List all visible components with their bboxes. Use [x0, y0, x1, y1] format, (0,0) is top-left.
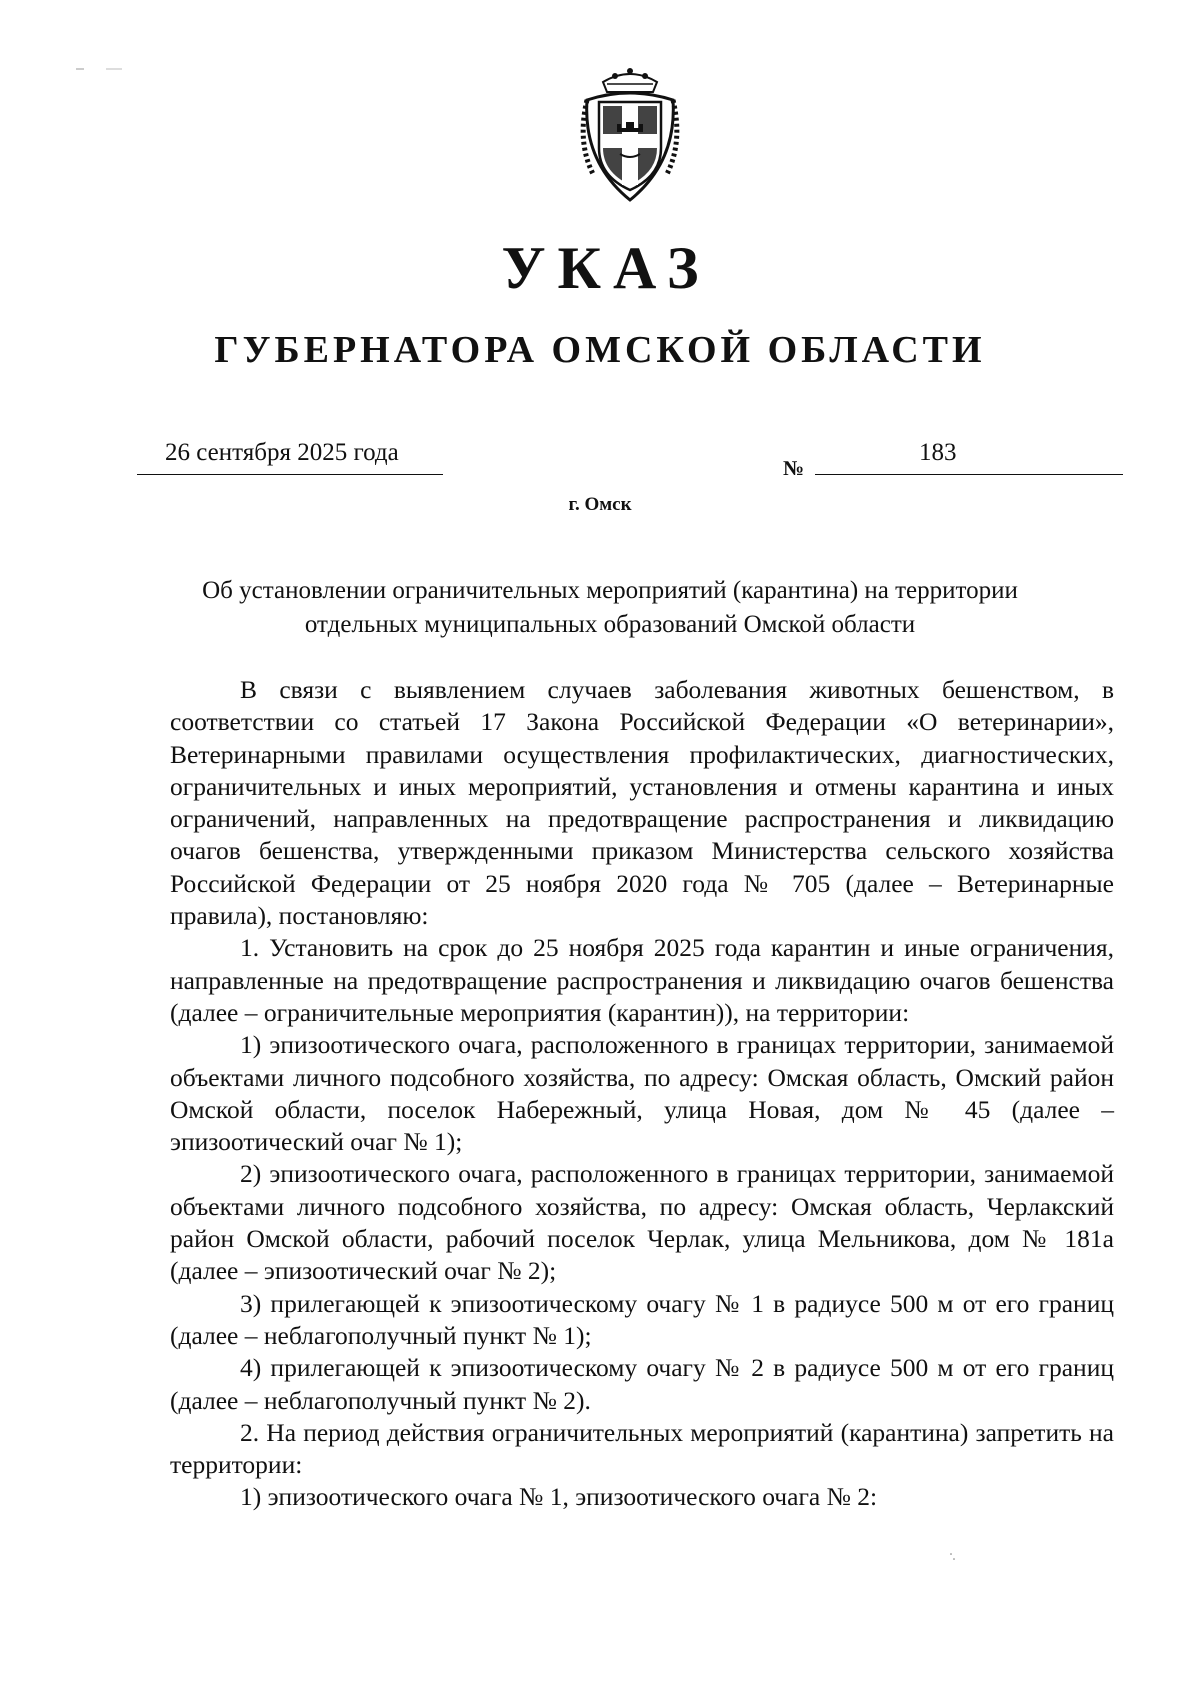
date-field: [137, 438, 443, 478]
clause-1-item-3: 3) прилегающей к эпизоотическому очагу № 1 в радиусе 500 м от его границ (далее – неблагополучный пункт № 1);: [170, 1288, 1114, 1350]
number-sign: №: [783, 456, 805, 480]
subject-line-2: отдельных муниципальных образований Омской области: [304, 611, 916, 638]
preamble-paragraph: В связи с выявлением случаев заболевания животных бешенством, в соответствии со статьей 17 Закона Российской Федерации «О ветеринарии», Ветеринарными правилами осуществления профилактических, диагностических, ограничительных и иных мероприятий, установления и отмены карантина и иных ограничений, направленных на предотвращение распространения и ликвидацию очагов бешенства, утвержденными приказом Министерства сельского хозяйства Российской Федерации от 25 ноября 2020 года № 705 (далее – Ветеринарные правила), постановляю:: [170, 675, 1114, 931]
document-date: 26 сентября 2025 года: [165, 439, 399, 466]
document-number: 183: [919, 439, 957, 466]
scan-mark: [76, 68, 126, 70]
clause-1-paragraph: 1. Установить на срок до 25 ноября 2025 года карантин и иные ограничения, направленные на предотвращение распространения и ликвидацию очагов бешенства (далее – ограничительные мероприятия (карантин)), на территории:: [170, 933, 1114, 1027]
subject-line-1: Об установлении ограничительных мероприятий (карантина) на территории: [202, 577, 1018, 604]
document-type-heading: УКАЗ: [501, 235, 711, 301]
document-body: [170, 674, 1114, 1514]
number-underline: [815, 474, 1123, 475]
coat-of-arms-icon: [567, 62, 693, 206]
document-subject: [150, 574, 1070, 642]
clause-2-item-1: 1) эпизоотического очага № 1, эпизоотического очага № 2:: [240, 1482, 878, 1512]
date-underline: [137, 474, 443, 475]
clause-1-item-4: 4) прилегающей к эпизоотическому очагу № 2 в радиусе 500 м от его границ (далее – неблагополучный пункт № 2).: [170, 1353, 1114, 1415]
issuer-heading: ГУБЕРНАТОРА ОМСКОЙ ОБЛАСТИ: [214, 329, 986, 371]
clause-2-paragraph: 2. На период действия ограничительных мероприятий (карантина) запретить на территории:: [170, 1417, 1114, 1480]
number-field: [815, 438, 1123, 478]
city-label: г. Омск: [568, 494, 632, 515]
clause-1-item-2: 2) эпизоотического очага, расположенного в границах территории, занимаемой объектами личного подсобного хозяйства, по адресу: Омская область, Черлакский район Омской области, рабочий поселок Черлак, улица Мельникова, дом № 181а (далее – эпизоотический очаг № 2);: [170, 1159, 1114, 1286]
scan-speck: [948, 1550, 960, 1562]
clause-1-item-1: 1) эпизоотического очага, расположенного в границах территории, занимаемой объектами личного подсобного хозяйства, по адресу: Омская область, Омский район Омской области, поселок Набережный, улица Новая, дом № 45 (далее – эпизоотический очаг № 1);: [170, 1030, 1114, 1157]
